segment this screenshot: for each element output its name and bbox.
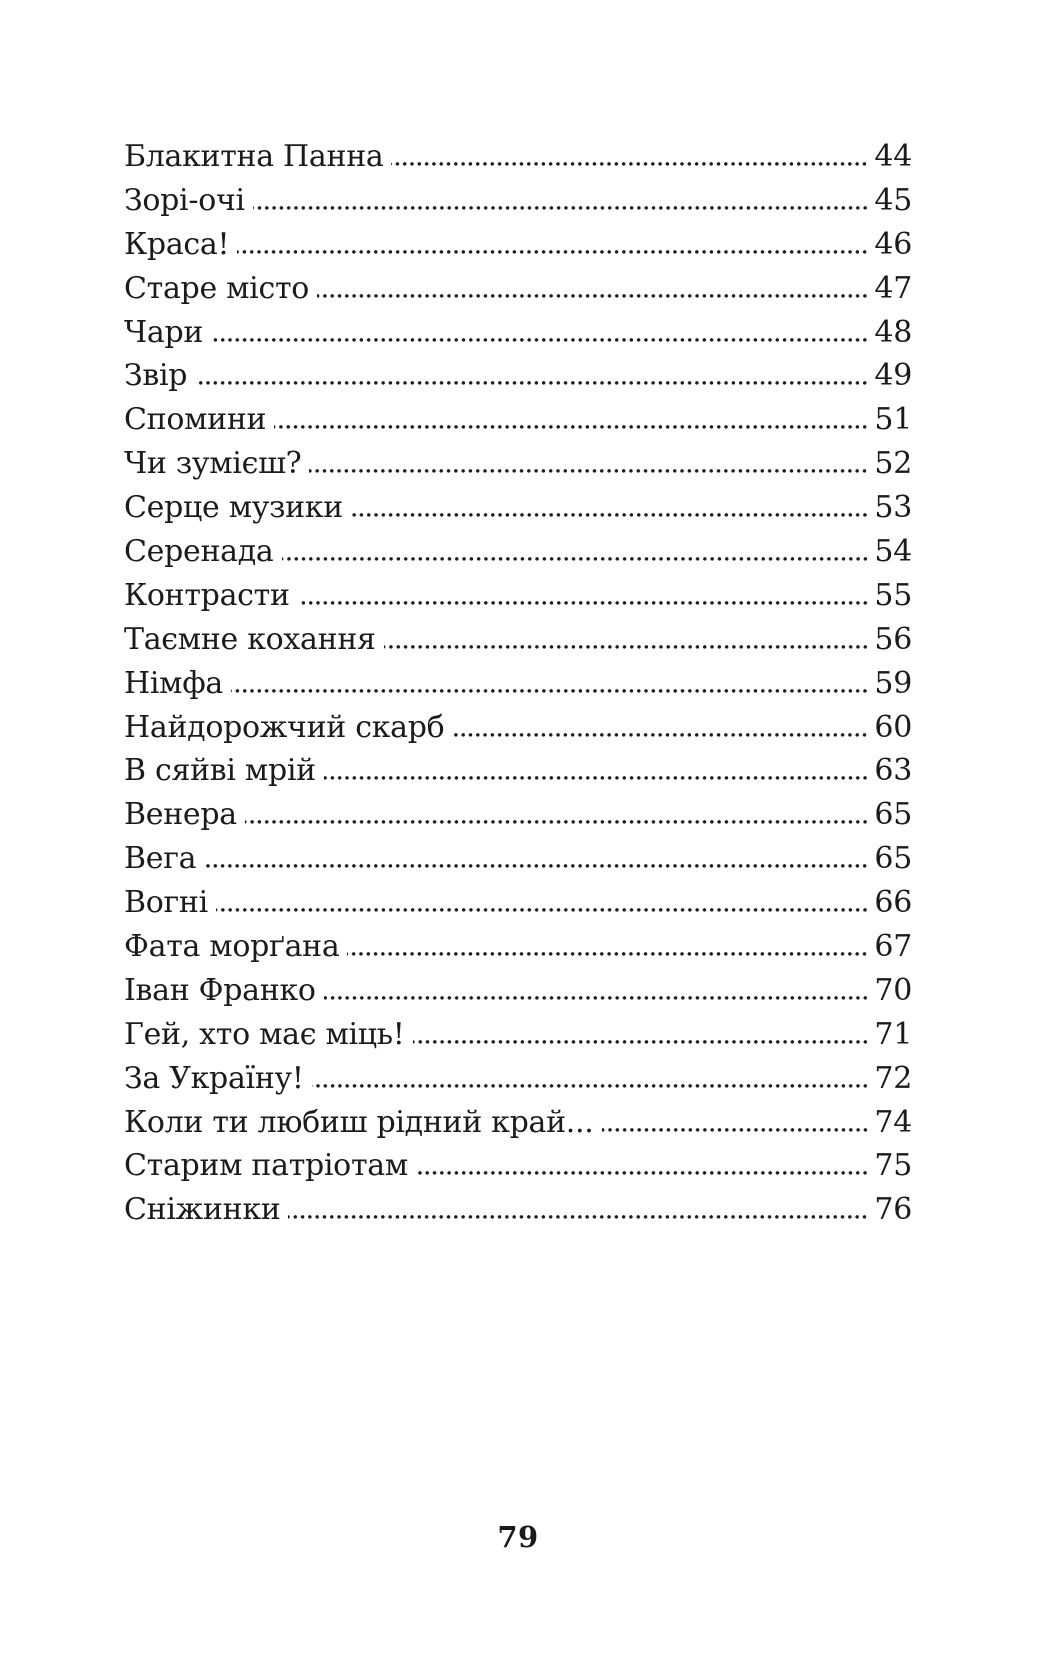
toc-entry (124, 135, 912, 179)
dot-leader (282, 557, 871, 561)
toc-entry (124, 311, 912, 355)
toc-entry-page: 48 (874, 314, 912, 350)
toc-entry-title: Сніжинки (124, 1192, 281, 1228)
table-of-contents (124, 135, 912, 1232)
toc-entry-page: 63 (874, 753, 912, 789)
toc-entry-title: Німфа (124, 665, 223, 701)
toc-entry-page: 72 (874, 1060, 912, 1096)
toc-entry-page: 74 (874, 1104, 912, 1140)
toc-entry-page: 44 (874, 139, 912, 174)
toc-entry-title: Чари (124, 314, 204, 350)
dot-leader (204, 864, 870, 868)
toc-entry-title: Вега (124, 841, 197, 877)
toc-entry-page: 76 (874, 1192, 912, 1228)
dot-leader (298, 601, 871, 605)
toc-entry-page: 47 (874, 270, 912, 306)
dot-leader (324, 996, 871, 1000)
toc-entry (124, 881, 912, 925)
toc-entry-title: Іван Франко (124, 972, 316, 1008)
toc-entry-title: Старе місто (124, 270, 310, 306)
toc-entry (124, 530, 912, 574)
toc-entry (124, 223, 912, 267)
dot-leader (602, 1128, 871, 1132)
dot-leader (351, 513, 870, 517)
toc-entry-title: Блакитна Панна (124, 139, 384, 174)
toc-entry-page: 65 (874, 797, 912, 833)
toc-entry (124, 1144, 912, 1188)
page-number: 79 (497, 1520, 539, 1554)
toc-entry-page: 65 (874, 841, 912, 877)
dot-leader (391, 162, 870, 166)
toc-entry-page: 59 (874, 665, 912, 701)
toc-entry (124, 662, 912, 706)
toc-entry-page: 66 (874, 885, 912, 921)
toc-entry-page: 52 (874, 446, 912, 482)
toc-entry-title: Зорі-очі (124, 182, 245, 218)
toc-entry (124, 398, 912, 442)
toc-entry (124, 354, 912, 398)
toc-entry-page: 51 (874, 402, 912, 438)
toc-entry-title: Фата морґана (124, 929, 340, 965)
toc-entry-title: Коли ти любиш рідний край... (124, 1104, 594, 1140)
toc-entry-title: Венера (124, 797, 237, 833)
dot-leader (231, 689, 870, 693)
toc-entry-page: 49 (874, 358, 912, 394)
dot-leader (195, 381, 870, 385)
toc-entry-title: Вогні (124, 885, 208, 921)
toc-entry (124, 837, 912, 881)
toc-entry-title: За Україну! (124, 1060, 304, 1096)
toc-entry-title: Найдорожчий скарб (124, 709, 445, 745)
toc-entry-page: 45 (874, 182, 912, 218)
dot-leader (317, 294, 870, 298)
toc-entry (124, 1013, 912, 1057)
toc-entry (124, 706, 912, 750)
toc-entry-page: 67 (874, 929, 912, 965)
dot-leader (309, 469, 870, 473)
toc-entry-page: 75 (874, 1148, 912, 1184)
toc-entry (124, 267, 912, 311)
toc-entry-page: 54 (874, 534, 912, 570)
toc-entry-page: 55 (874, 577, 912, 613)
toc-entry-page: 71 (874, 1016, 912, 1052)
toc-entry-title: Контрасти (124, 577, 290, 613)
toc-entry-title: Краса! (124, 226, 230, 262)
toc-entry (124, 1057, 912, 1101)
toc-entry-title: Звір (124, 358, 188, 394)
dot-leader (384, 645, 871, 649)
toc-entry-page: 46 (874, 226, 912, 262)
dot-leader (413, 1040, 871, 1044)
toc-entry-title: Гей, хто має міць! (124, 1016, 405, 1052)
dot-leader (253, 206, 871, 210)
toc-entry (124, 574, 912, 618)
dot-leader (324, 776, 871, 780)
toc-entry-title: Серенада (124, 534, 274, 570)
dot-leader (452, 733, 870, 737)
toc-entry (124, 793, 912, 837)
dot-leader (312, 1084, 871, 1088)
dot-leader (274, 425, 870, 429)
dot-leader (288, 1215, 870, 1219)
dot-leader (416, 1171, 871, 1175)
toc-entry (124, 179, 912, 223)
toc-entry-title: Старим патріотам (124, 1148, 408, 1184)
toc-entry-title: В сяйві мрій (124, 753, 316, 789)
dot-leader (347, 952, 870, 956)
toc-entry (124, 1188, 912, 1232)
dot-leader (211, 338, 870, 342)
toc-entry (124, 1101, 912, 1145)
toc-entry (124, 618, 912, 662)
toc-entry (124, 969, 912, 1013)
dot-leader (245, 820, 871, 824)
toc-entry (124, 749, 912, 793)
toc-entry-title: Серце музики (124, 490, 343, 526)
toc-entry-title: Чи зумієш? (124, 446, 302, 482)
toc-entry-title: Таємне кохання (124, 621, 376, 657)
toc-entry-title: Спомини (124, 402, 267, 438)
toc-entry-page: 70 (874, 972, 912, 1008)
toc-entry-page: 56 (874, 621, 912, 657)
toc-entry (124, 442, 912, 486)
toc-entry-page: 53 (874, 490, 912, 526)
toc-entry-page: 60 (874, 709, 912, 745)
dot-leader (237, 250, 870, 254)
toc-entry (124, 925, 912, 969)
toc-entry (124, 486, 912, 530)
dot-leader (216, 908, 871, 912)
